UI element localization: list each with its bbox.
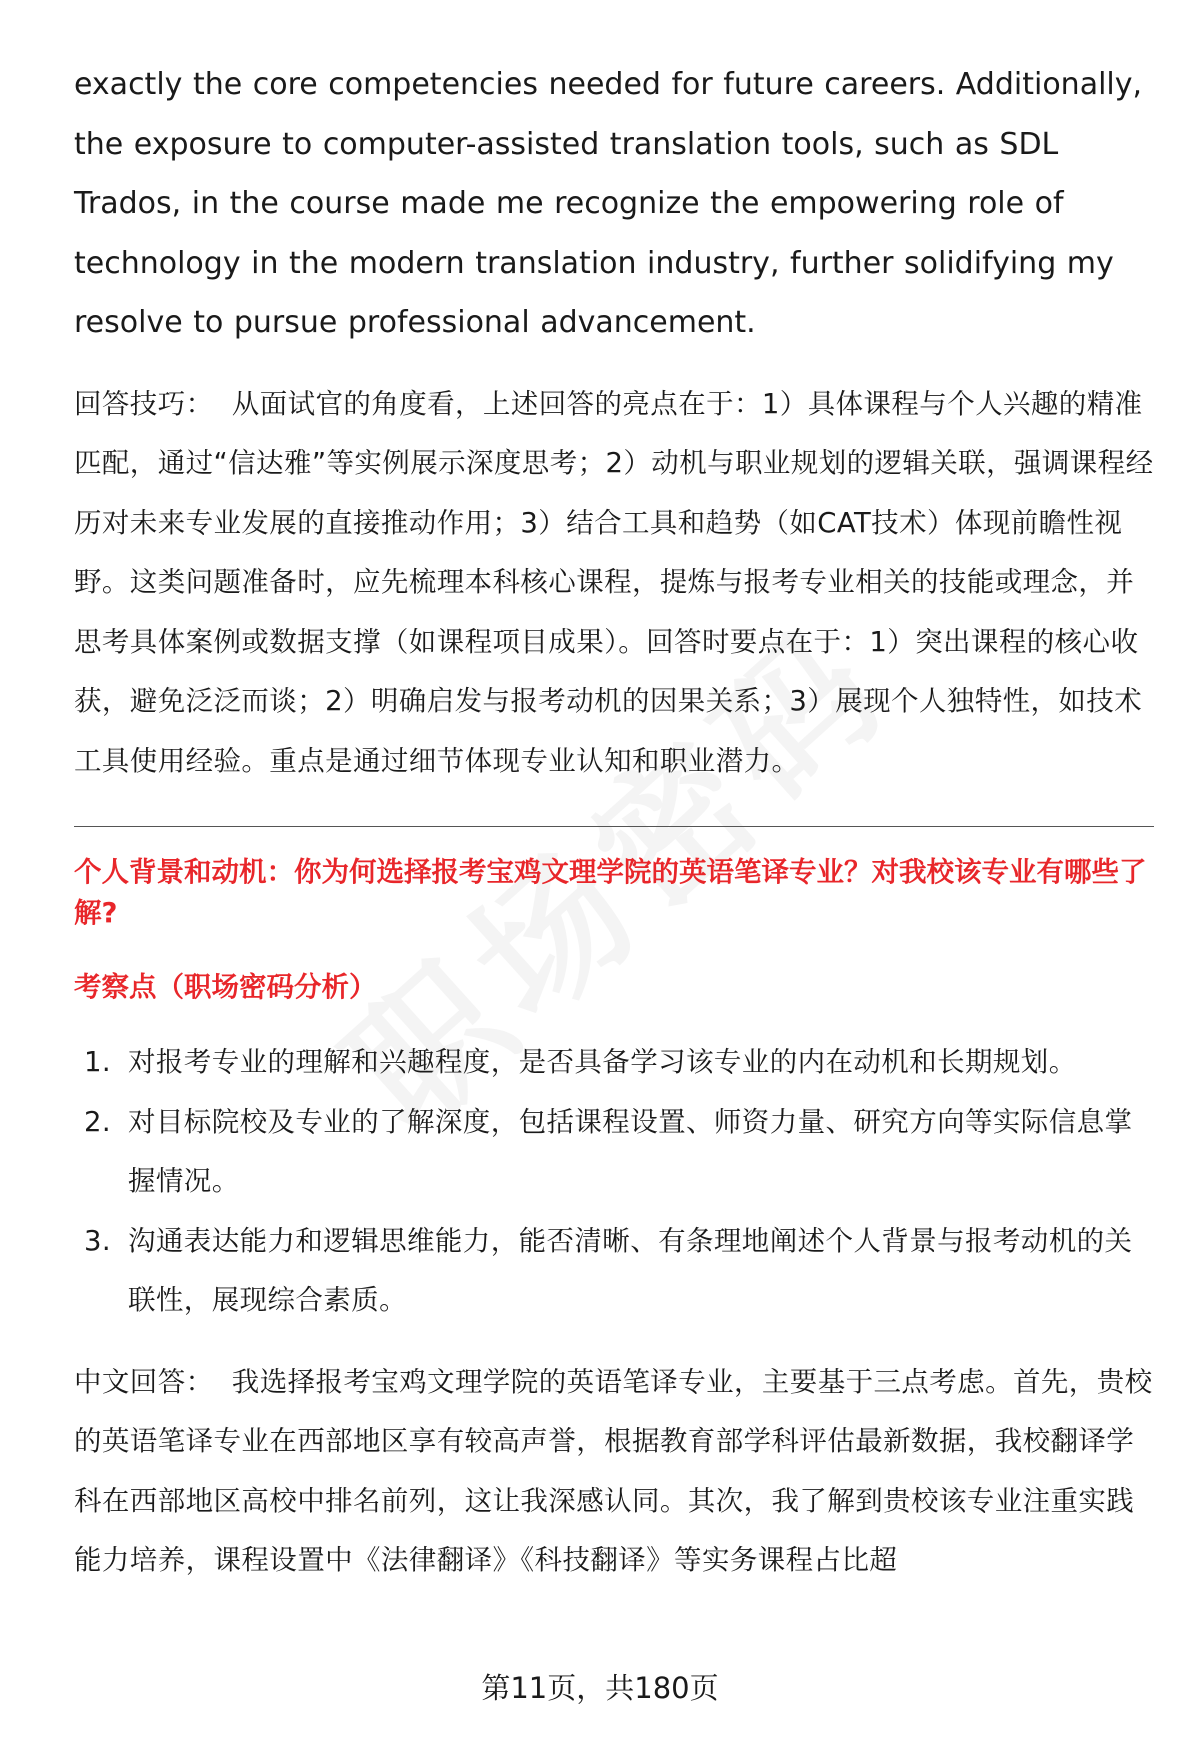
list-item-text: 沟通表达能力和逻辑思维能力，能否清晰、有条理地阐述个人背景与报考动机的关联性，展现综合素质。 bbox=[128, 1224, 1133, 1316]
chinese-answer-text: 我选择报考宝鸡文理学院的英语笔译专业，主要基于三点考虑。首先，贵校的英语笔译专业在西部地区享有较高声誉，根据教育部学科评估最新数据，我校翻译学科在西部地区高校中排名前列，这让我深感认同。其次，我了解到贵校该专业注重实践能力培养，课程设置中《法律翻译》《科技翻译》等实务课程占比超 bbox=[74, 1365, 1153, 1576]
list-item-text: 对目标院校及专业的了解深度，包括课程设置、师资力量、研究方向等实际信息掌握情况。 bbox=[128, 1105, 1133, 1197]
list-item bbox=[74, 1093, 1154, 1212]
answer-tip-paragraph bbox=[74, 375, 1154, 792]
answer-tip-text: 从面试官的角度看，上述回答的亮点在于：1）具体课程与个人兴趣的精准匹配，通过“信达雅”等实例展示深度思考；2）动机与职业规划的逻辑关联，强调课程经历对未来专业发展的直接推动作用；3）结合工具和趋势（如CAT技术）体现前瞻性视野。这类问题准备时，应先梳理本科核心课程，提炼与报考专业相关的技能或理念，并思考具体案例或数据支撑（如课程项目成果）。回答时要点在于：1）突出课程的核心收获，避免泛泛而谈；2）明确启发与报考动机的因果关系；3）展现个人独特性，如技术工具使用经验。重点是通过细节体现专业认知和职业潜力。 bbox=[74, 387, 1154, 777]
list-item-number: 1. bbox=[84, 1046, 112, 1078]
list-item-number: 3. bbox=[84, 1224, 112, 1257]
list-item bbox=[74, 1033, 1154, 1093]
intro-paragraph: exactly the core competencies needed for future careers. Additionally, the exposure to computer-assisted translation tools, such as SDL Trados, in the course made me recognize the empowering role of technology in the modern translation industry, further solidifying my resolve to pursue professional advancement. bbox=[74, 67, 1143, 340]
list-item-number: 2. bbox=[84, 1105, 112, 1138]
page-content bbox=[74, 55, 1154, 1591]
chinese-answer-label: 中文回答： bbox=[74, 1365, 214, 1398]
section-divider bbox=[74, 826, 1154, 827]
question-title: 个人背景和动机：你为何选择报考宝鸡文理学院的英语笔译专业？对我校该专业有哪些了解? bbox=[74, 856, 1147, 929]
chinese-answer-paragraph bbox=[74, 1353, 1154, 1591]
assessment-points-list bbox=[74, 1033, 1154, 1331]
page-number-footer: 第11页，共180页 bbox=[481, 1671, 719, 1705]
list-item-text: 对报考专业的理解和兴趣程度，是否具备学习该专业的内在动机和长期规划。 bbox=[128, 1046, 1077, 1078]
assessment-points-heading: 考察点（职场密码分析） bbox=[74, 971, 377, 1003]
list-item bbox=[74, 1212, 1154, 1331]
answer-tip-label: 回答技巧： bbox=[74, 387, 214, 420]
